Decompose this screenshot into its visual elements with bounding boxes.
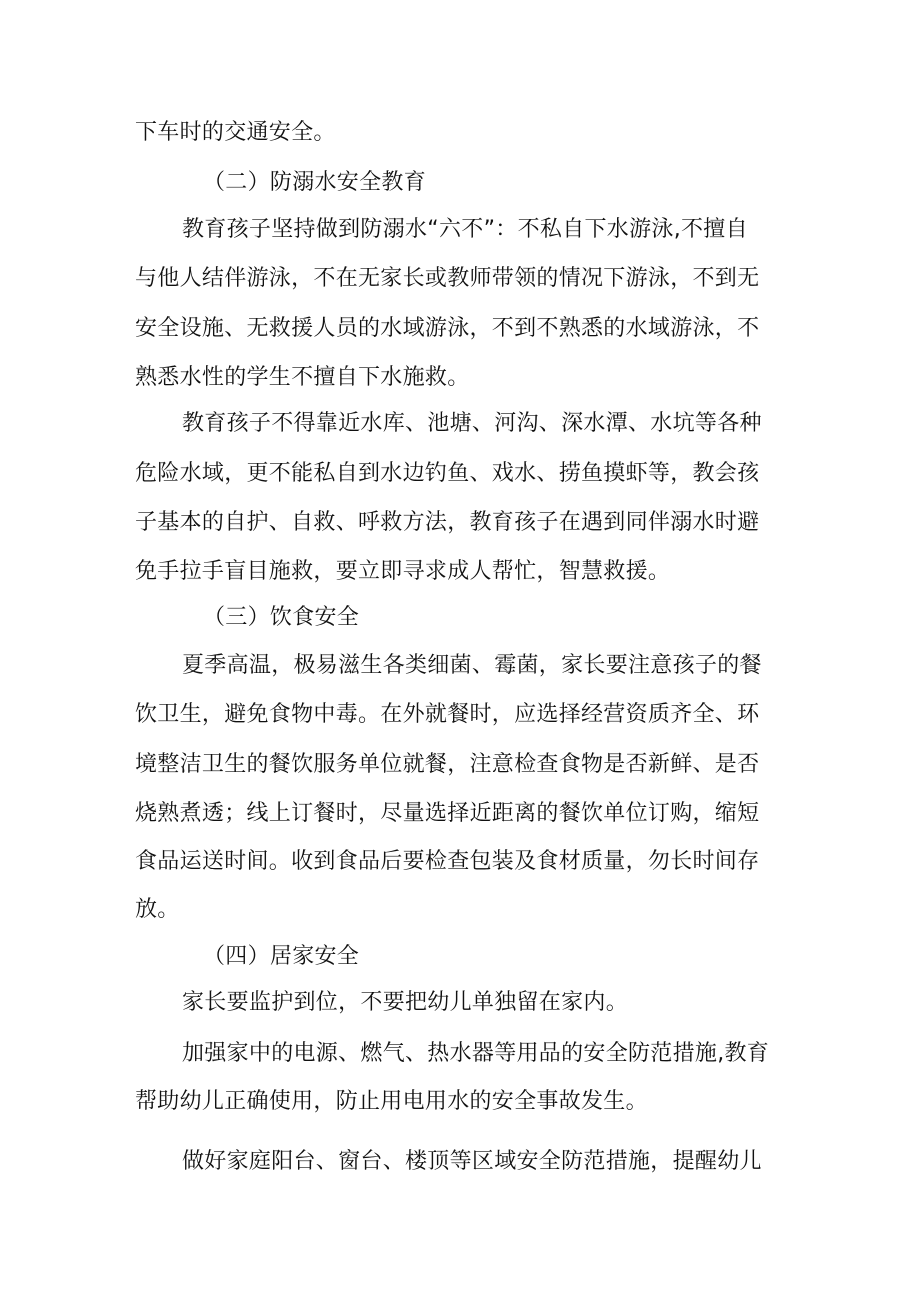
text-line: 食品运送时间。收到食品后要检查包装及食材质量，勿长时间存 [135,849,760,874]
text-line: 教育孩子坚持做到防溺水“六不”：不私自下水游泳,不擅自 [182,217,748,242]
text-line: 子基本的自护、自救、呼救方法，教育孩子在遇到同伴溺水时避 [135,510,760,535]
text-line: 加强家中的电源、燃气、热水器等用品的安全防范措施,教育 [182,1041,770,1066]
text-line: 夏季高温，极易滋生各类细菌、霉菌，家长要注意孩子的餐 [182,653,762,678]
text-line: 危险水域，更不能私自到水边钓鱼、戏水、捞鱼摸虾等，教会孩 [135,461,760,486]
text-line: 帮助幼儿正确使用，防止用电用水的安全事故发生。 [135,1089,648,1114]
text-line: 饮卫生，避免食物中毒。在外就餐时，应选择经营资质齐全、环 [135,702,760,727]
text-line: 做好家庭阳台、窗台、楼顶等区域安全防范措施，提醒幼儿 [182,1149,762,1174]
text-line: 安全设施、无救援人员的水域游泳，不到不熟悉的水域游泳，不 [135,316,760,341]
section-heading-4: （四）居家安全 [203,944,360,969]
text-line: 熟悉水性的学生不擅自下水施救。 [135,365,470,390]
section-heading-3: （三）饮食安全 [203,605,360,630]
text-line: 下车时的交通安全。 [135,120,336,145]
text-line: 烧熟煮透；线上订餐时，尽量选择近距离的餐饮单位订购，缩短 [135,801,760,826]
text-line: 教育孩子不得靠近水库、池塘、河沟、深水潭、水坑等各种 [182,411,762,436]
text-line: 家长要监护到位，不要把幼儿单独留在家内。 [182,990,629,1015]
text-line: 境整洁卫生的餐饮服务单位就餐，注意检查食物是否新鲜、是否 [135,752,760,777]
section-heading-2: （二）防溺水安全教育 [203,170,427,195]
text-line: 与他人结伴游泳，不在无家长或教师带领的情况下游泳，不到无 [135,266,760,291]
text-line: 免手拉手盲目施救，要立即寻求成人帮忙，智慧救援。 [135,559,671,584]
text-line: 放。 [135,897,180,922]
